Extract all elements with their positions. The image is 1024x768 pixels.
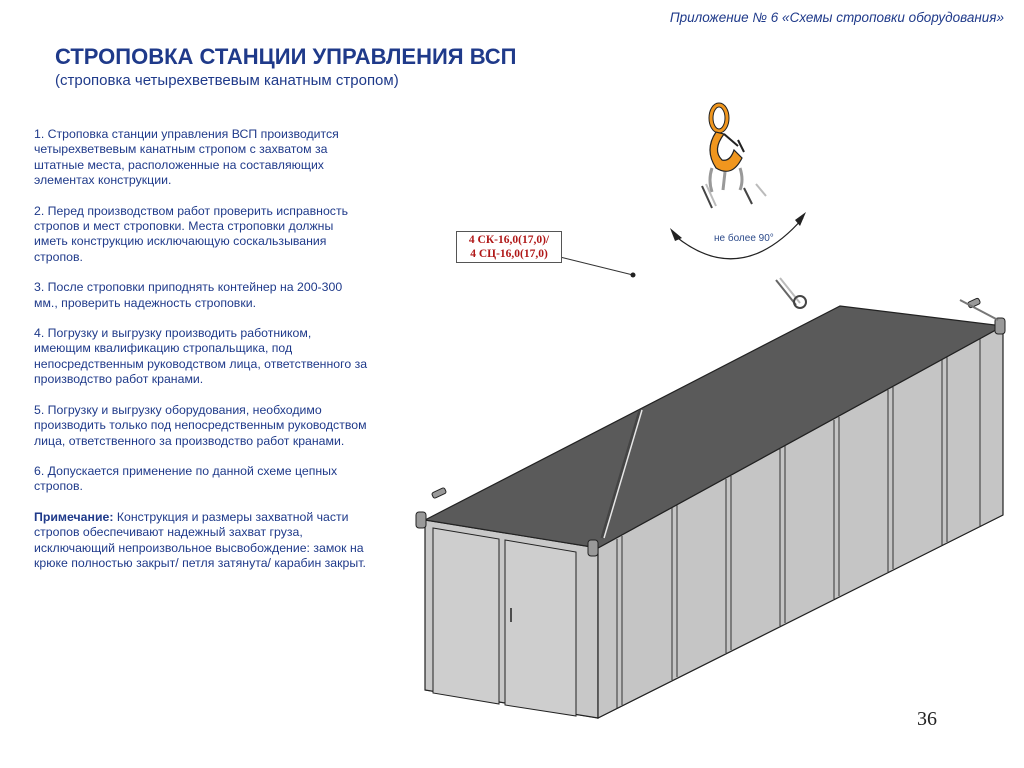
shackle-icon <box>776 278 806 308</box>
sling-spec-line: 4 СК-16,0(17,0)/ <box>468 234 550 246</box>
instruction-item: 6. Допускается применение по данной схеме цепных стропов. <box>34 463 338 494</box>
label-leader-line <box>560 257 633 275</box>
container-door-right <box>505 540 576 716</box>
note-text: Конструкция и размеры захватной части стропов обеспечивают надежный захват груза, исключающий непроизвольное высвобождение: замок на крюке полностью закрыт/ петля затянута/ карабин закрыт. <box>34 509 366 570</box>
page-title: СТРОПОВКА СТАНЦИИ УПРАВЛЕНИЯ ВСП <box>55 44 517 69</box>
instruction-item: 3. После строповки приподнять контейнер на 200-300 мм., проверить надежность строповки. <box>34 280 343 310</box>
page-number: 36 <box>917 708 937 730</box>
angle-limit-label: не более 90° <box>714 233 774 244</box>
note-label: Примечание: <box>34 509 114 524</box>
sling-spec-label <box>456 231 562 263</box>
crane-hook-icon <box>702 105 766 208</box>
angle-arrow-left <box>670 228 682 241</box>
page-subtitle: (строповка четырехветвевым канатным стропом) <box>55 72 399 89</box>
appendix-caption: Приложение № 6 «Схемы строповки оборудования» <box>669 10 1004 25</box>
instruction-item: 4. Погрузку и выгрузку производить работником, имеющим квалификацию стропальщика, под непосредственным руководством лица, ответственного за производство работ кранами. <box>34 326 368 387</box>
instruction-item: 1. Строповка станции управления ВСП производится четырехветвевым канатным стропом с захватом за штатные места, расположенные на составляющих элементах конструкции. <box>34 127 339 188</box>
instruction-item: 5. Погрузку и выгрузку оборудования, необходимо производить только под непосредственным руководством лица, ответственного за производство работ кранами. <box>34 402 367 448</box>
container-door-left-shape <box>433 528 499 704</box>
angle-arrow-right <box>795 212 806 226</box>
sling-spec-line: 4 СЦ-16,0(17,0) <box>470 248 548 260</box>
label-leader-dot <box>631 273 636 278</box>
instruction-item: 2. Перед производством работ проверить исправность стропов и мест строповки. Места строповки должны иметь конструкцию исключающую соскальзывания стропов. <box>34 203 348 264</box>
